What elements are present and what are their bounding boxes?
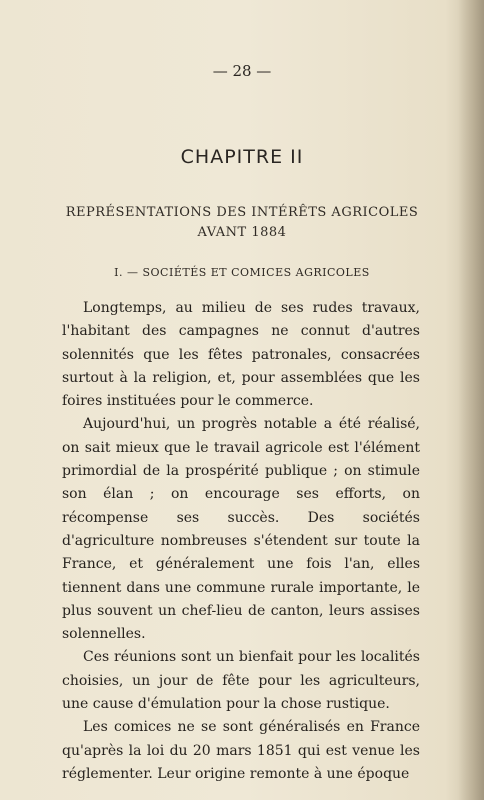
paragraph: Aujourd'hui, un progrès notable a été réalisé, on sait mieux que le travail agricole est l'élément primordial de la prospérité publique ; on stimule son élan ; on encourage ses efforts, on récompense ses succès. Des sociétés d'agriculture nombreuses s'étendent sur toute la France, et généralement une fois l'an, elles tiennent dans une commune rurale importante, le plus souvent un chef-lieu de canton, leurs assises solennelles. xyxy=(62,416,420,643)
section-heading: I. — SOCIÉTÉS ET COMICES AGRICOLES xyxy=(114,266,370,279)
chapter-title: CHAPITRE II xyxy=(180,146,304,168)
body-text xyxy=(62,297,420,786)
chapter-subtitle-line-2: AVANT 1884 xyxy=(197,225,287,240)
page-edge-shadow xyxy=(458,0,484,800)
paragraph: Les comices ne se sont généralisés en France qu'après la loi du 20 mars 1851 qui est venue les réglementer. Leur origine remonte à une époque xyxy=(62,719,420,782)
chapter-subtitle-line-1: REPRÉSENTATIONS DES INTÉRÊTS AGRICOLES xyxy=(65,205,419,220)
paragraph: Longtemps, au milieu de ses rudes travaux, l'habitant des campagnes ne connut d'autres solennités que les fêtes patronales, consacrées surtout à la religion, et, pour assemblées que les foires instituées pour le commerce. xyxy=(62,300,420,410)
paragraph: Ces réunions sont un bienfait pour les localités choisies, un jour de fête pour les agriculteurs, une cause d'émulation pour la chose rustique. xyxy=(62,649,420,713)
page-number: — 28 — xyxy=(212,62,272,80)
